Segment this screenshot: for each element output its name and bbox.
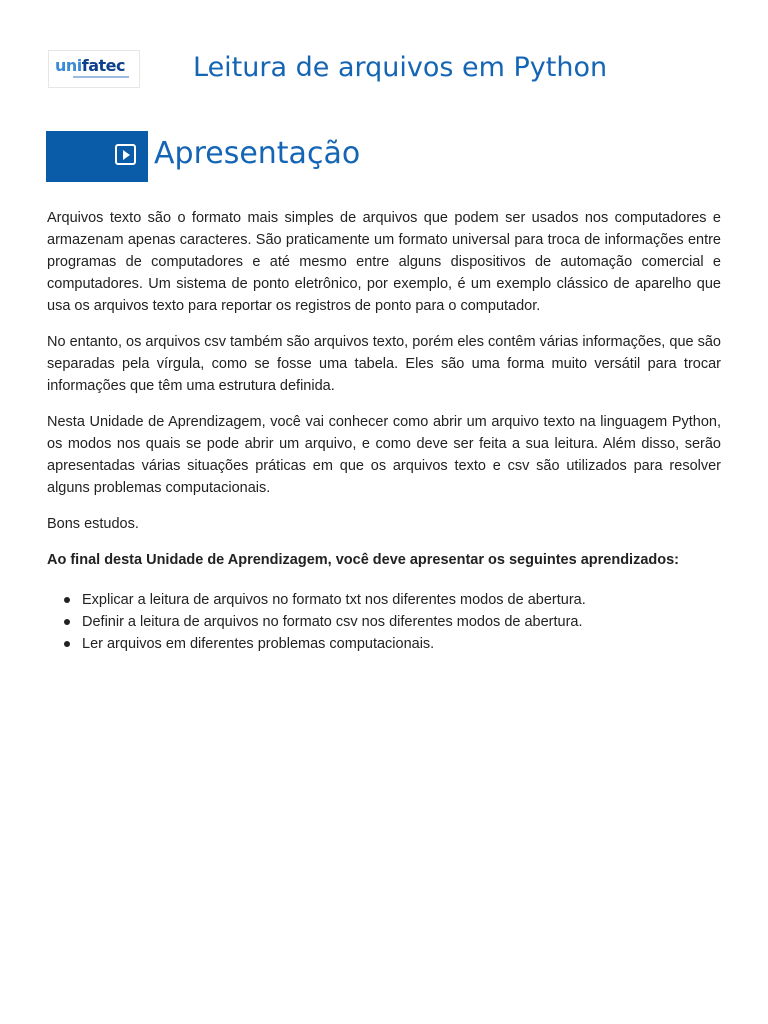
list-item: Explicar a leitura de arquivos no formato txt nos diferentes modos de abertura. — [82, 589, 721, 611]
logo-tagline-bar — [73, 76, 129, 78]
main-content — [47, 207, 721, 655]
objectives-list — [47, 589, 721, 655]
logo-fatec: fatec — [81, 56, 126, 75]
paragraph-intro: Arquivos texto são o formato mais simples de arquivos que podem ser usados nos computadores e armazenam apenas caracteres. São praticamente um formato universal para troca de informações entre programas de computadores e até mesmo entre alguns dispositivos de automação comercial e computadores. Um sistema de ponto eletrônico, por exemplo, é um exemplo clássico de aparelho que usa os arquivos texto para reportar os registros de ponto para o computador. — [47, 210, 721, 314]
list-item: Definir a leitura de arquivos no formato csv nos diferentes modos de abertura. — [82, 611, 721, 633]
paragraph-greeting: Bons estudos. — [47, 516, 139, 532]
list-item: Ler arquivos em diferentes problemas computacionais. — [82, 633, 721, 655]
paragraph-unit: Nesta Unidade de Aprendizagem, você vai conhecer como abrir um arquivo texto na linguagem Python, os modos nos quais se pode abrir um arquivo, e como deve ser feita a sua leitura. Além disso, serão apresentadas várias situações práticas em que os arquivos texto e csv são utilizados para resolver alguns problemas computacionais. — [47, 414, 721, 496]
section-header-block — [46, 131, 148, 182]
section-title: Apresentação — [154, 136, 361, 171]
logo-uni: uni — [55, 56, 82, 75]
page-header — [48, 50, 720, 90]
document-title: Leitura de arquivos em Python — [193, 52, 608, 83]
unifatec-logo — [48, 50, 140, 88]
objectives-heading: Ao final desta Unidade de Aprendizagem, você deve apresentar os seguintes aprendizados: — [47, 552, 679, 568]
paragraph-csv: No entanto, os arquivos csv também são arquivos texto, porém eles contêm várias informações, que são separadas pela vírgula, como se fosse uma tabela. Eles são uma forma muito versátil para trocar informações que têm uma estrutura definida. — [47, 334, 721, 394]
logo-wordmark — [55, 57, 125, 75]
play-icon — [115, 144, 136, 165]
